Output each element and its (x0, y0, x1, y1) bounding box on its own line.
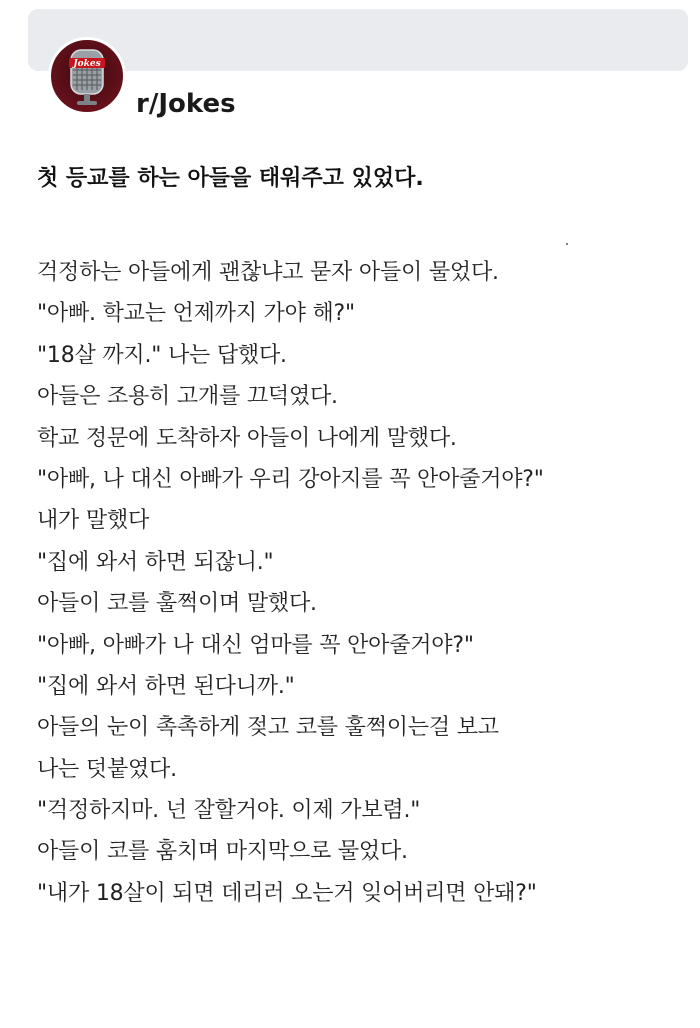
body-line: "걱정하지마. 넌 잘할거야. 이제 가보렴." (37, 798, 421, 824)
subreddit-avatar[interactable] (48, 37, 126, 115)
body-line: "내가 18살이 되면 데리러 오는거 잊어버리면 안돼?" (37, 880, 537, 906)
body-line: 아들이 코를 훌쩍이며 말했다. (37, 591, 317, 617)
avatar-logo-text: Jokes (73, 59, 101, 69)
body-line: 아들의 눈이 촉촉하게 젖고 코를 훌쩍이는걸 보고 (37, 715, 499, 741)
post-body (37, 252, 544, 914)
body-line: 나는 덧붙였다. (37, 756, 177, 782)
body-line: 아들이 코를 훔치며 마지막으로 물었다. (37, 839, 408, 865)
body-line: 학교 정문에 도착하자 아들이 나에게 말했다. (37, 425, 457, 451)
body-line: "아빠, 나 대신 아빠가 우리 강아지를 꼭 안아줄거야?" (37, 466, 544, 492)
body-line: "아빠, 아빠가 나 대신 엄마를 꼭 안아줄거야?" (37, 632, 474, 658)
body-line: 걱정하는 아들에게 괜찮냐고 묻자 아들이 물었다. (37, 260, 499, 285)
image-speck (566, 243, 568, 245)
body-line: "18살 까지." 나는 답했다. (37, 342, 287, 368)
post-title: 첫 등교를 하는 아들을 태워주고 있었다. (37, 166, 424, 191)
subreddit-name[interactable]: r/Jokes (136, 89, 236, 119)
body-line: "집에 와서 하면 된다니까." (37, 673, 295, 699)
body-line: 아들은 조용히 고개를 끄덕였다. (37, 384, 338, 410)
microphone-icon (51, 40, 123, 112)
body-line: 내가 말했다 (37, 508, 150, 534)
body-line: "아빠. 학교는 언제까지 가야 해?" (37, 301, 355, 327)
header-bar (28, 9, 688, 71)
body-line: "집에 와서 하면 되잖니." (37, 549, 274, 575)
